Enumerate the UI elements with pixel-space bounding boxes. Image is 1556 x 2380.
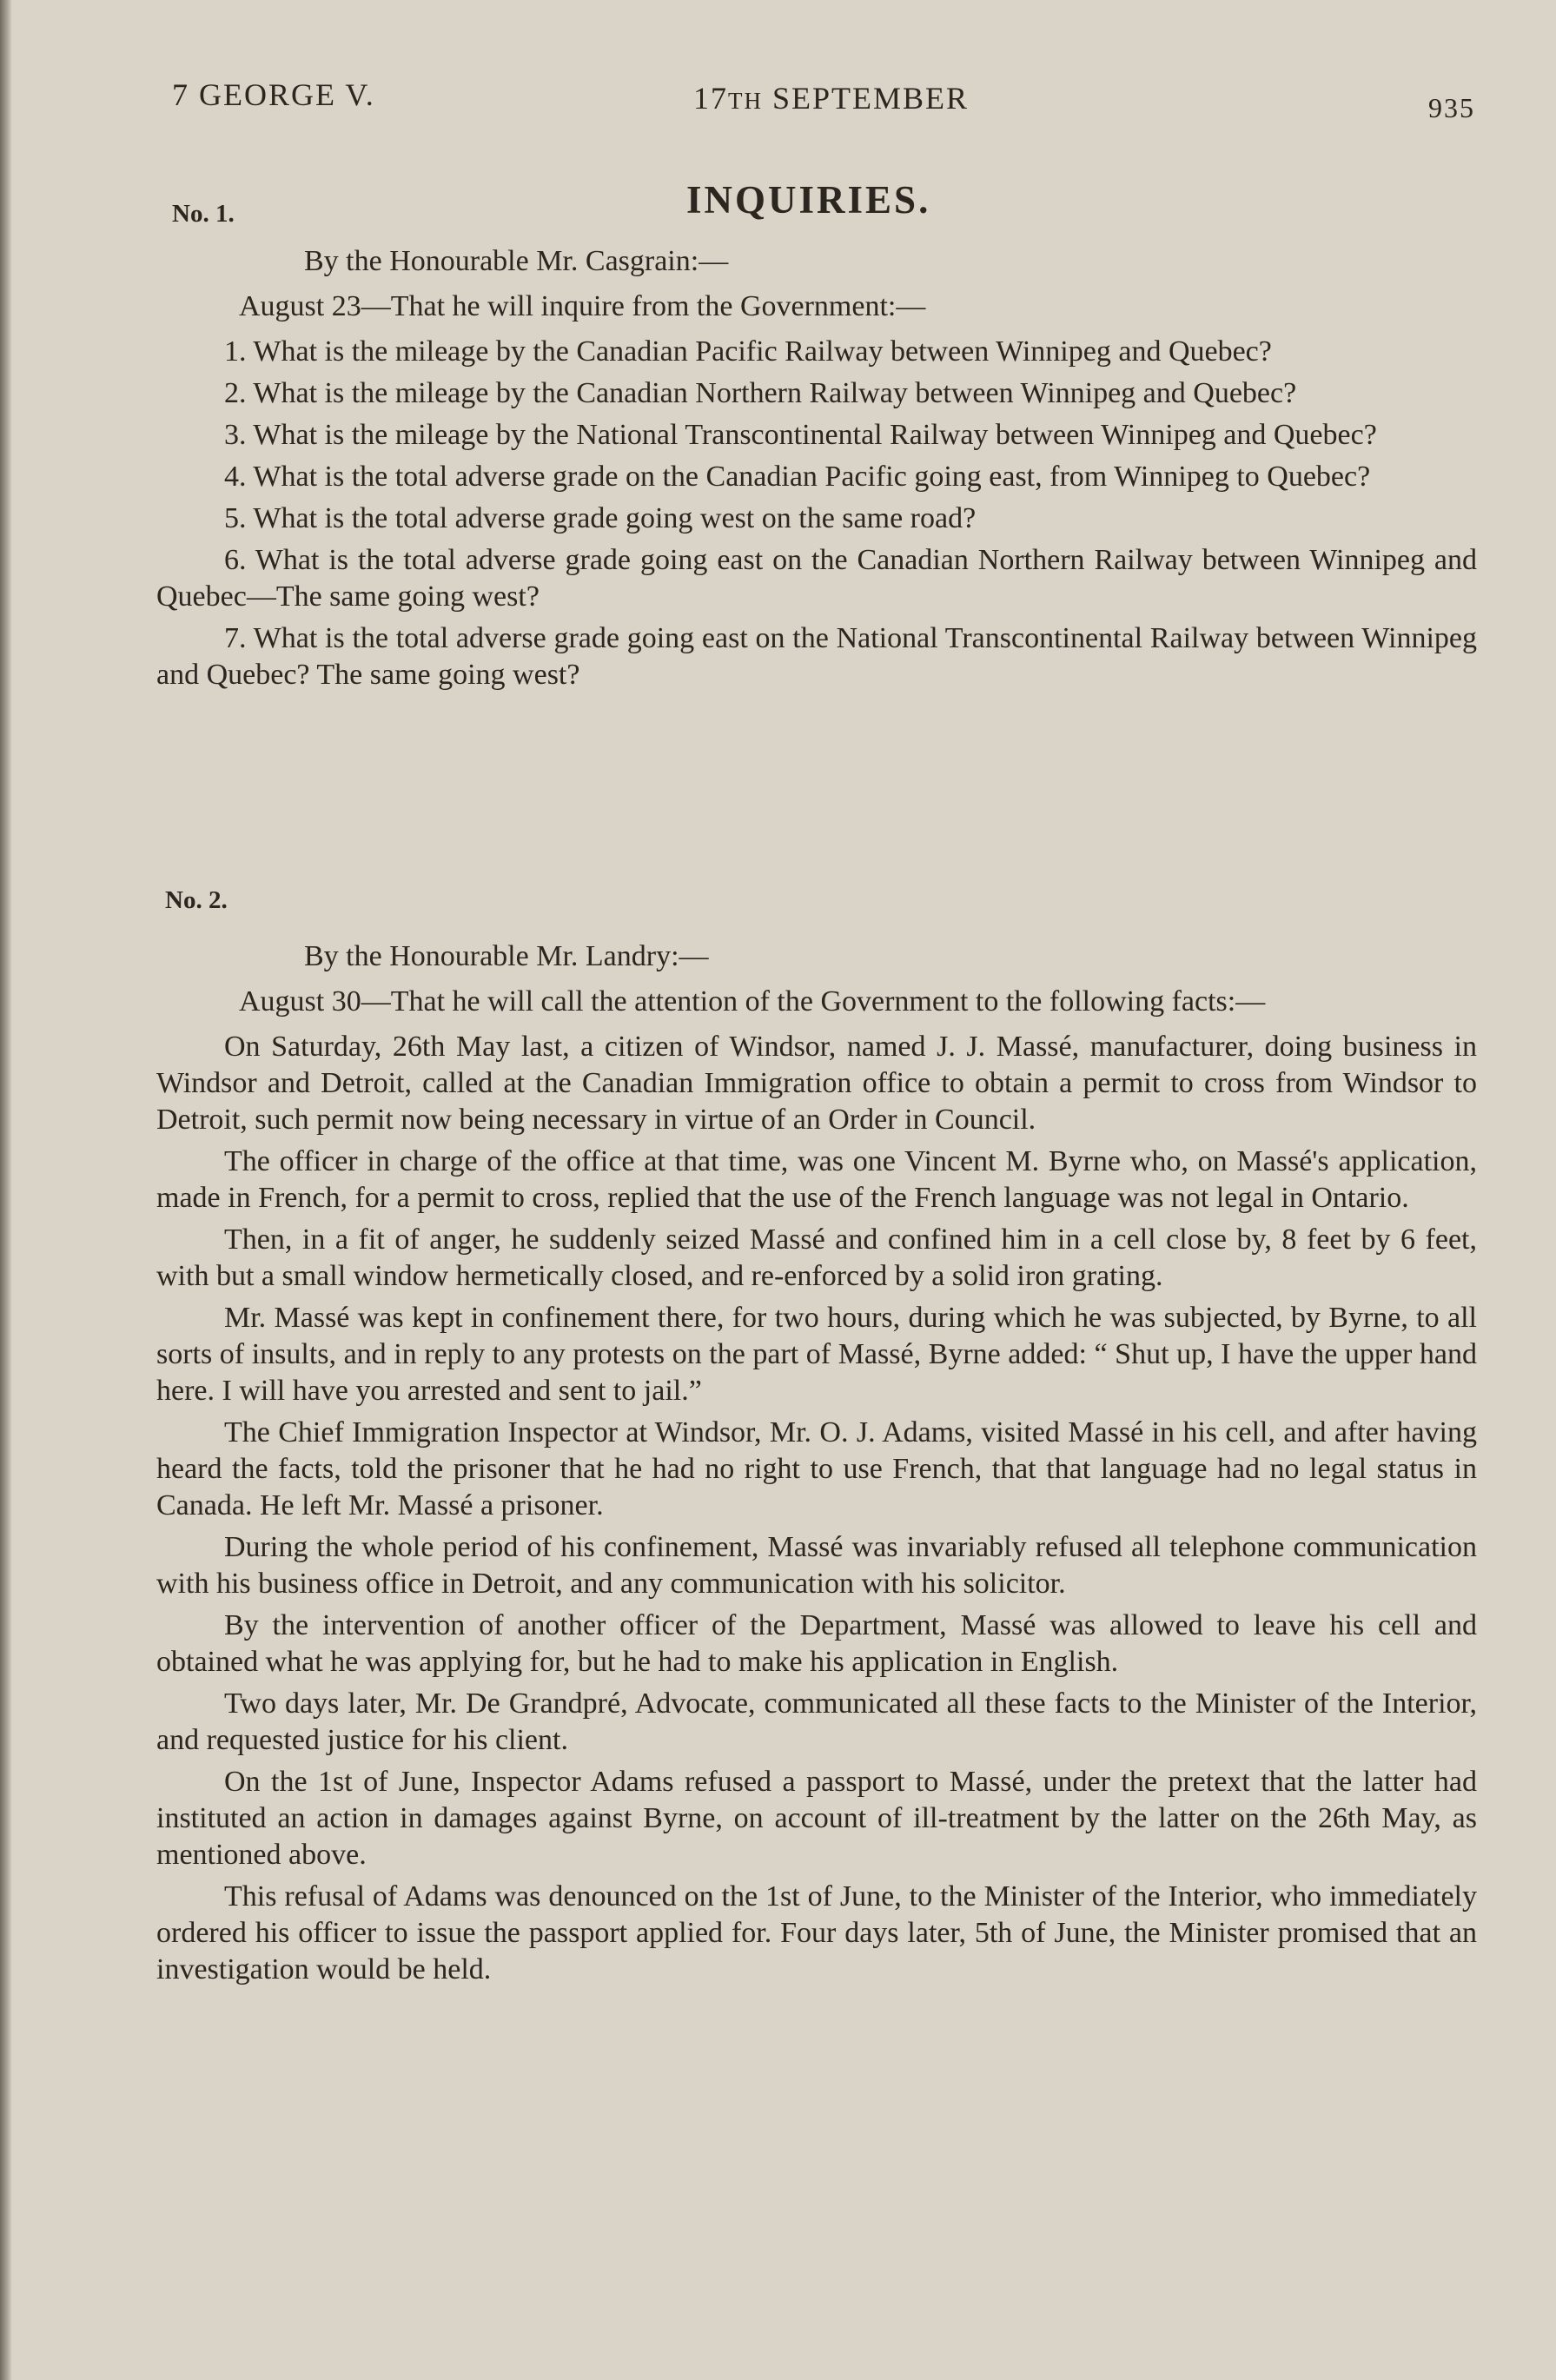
section-2-byline: By the Honourable Mr. Landry:— bbox=[304, 940, 709, 972]
question-4: 4. What is the total adverse grade on the Canadian Pacific going east, from Winnipeg to Quebec? bbox=[224, 461, 1371, 493]
question-2: 2. What is the mileage by the Canadian Northern Railway between Winnipeg and Quebec? bbox=[224, 377, 1297, 409]
header-month: SEPTEMBER bbox=[772, 81, 970, 116]
header-regnal-year: 7 GEORGE V. bbox=[172, 77, 375, 112]
paragraph-5: The Chief Immigration Inspector at Windsor, Mr. O. J. Adams, visited Massé in his cell, and after having heard the facts, told the prisoner that he had no right to use French, that that language had no legal status in Canada. He left Mr. Massé a prisoner. bbox=[156, 1416, 1477, 1521]
section-2-body bbox=[156, 886, 1477, 1993]
section-1-body bbox=[156, 243, 1477, 699]
header-day-number: 17 bbox=[693, 81, 728, 116]
paragraph-4: Mr. Massé was kept in confinement there, for two hours, during which he was subjected, by Byrne, to all sorts of insults, and in reply to any protests on the part of Massé, Byrne added: “ Shut up, I have the upper hand here. I will have you arrested and sent to jail.” bbox=[156, 1302, 1477, 1407]
section-1-number: No. 1. bbox=[172, 200, 235, 228]
page-binding-edge bbox=[0, 0, 12, 2380]
paragraph-8: Two days later, Mr. De Grandpré, Advocate, communicated all these facts to the Minister of the Interior, and requested justice for his client. bbox=[156, 1687, 1477, 1756]
paragraph-2: The officer in charge of the office at that time, was one Vincent M. Byrne who, on Massé's application, made in French, for a permit to cross, replied that the use of the French language was not legal in Ontario. bbox=[156, 1145, 1477, 1214]
running-header bbox=[172, 70, 1493, 130]
title-row bbox=[156, 165, 1477, 226]
section-1-dateline: August 23—That he will inquire from the Government:— bbox=[239, 290, 926, 322]
paragraph-7: By the intervention of another officer of the Department, Massé was allowed to leave his cell and obtained what he was applying for, but he had to make his application in English. bbox=[156, 1609, 1477, 1678]
paragraph-1: On Saturday, 26th May last, a citizen of Windsor, named J. J. Massé, manufacturer, doing business in Windsor and Detroit, called at the Canadian Immigration office to obtain a permit to cross from Windsor to Detroit, such permit now being necessary in virtue of an Order in Council. bbox=[156, 1031, 1477, 1136]
header-day-suffix: TH bbox=[728, 88, 763, 114]
paragraph-9: On the 1st of June, Inspector Adams refused a passport to Massé, under the pretext that the latter had instituted an action in damages against Byrne, on account of ill-treatment by the latter on the 26th May, as mentioned above. bbox=[156, 1766, 1477, 1871]
section-2-number: No. 2. bbox=[165, 886, 228, 914]
question-5: 5. What is the total adverse grade going west on the same road? bbox=[224, 502, 977, 534]
header-date bbox=[693, 80, 969, 116]
page-title: INQUIRIES. bbox=[686, 178, 931, 222]
section-1-byline: By the Honourable Mr. Casgrain:— bbox=[304, 245, 729, 277]
paragraph-6: During the whole period of his confinement, Massé was invariably refused all telephone communication with his business office in Detroit, and any communication with his solicitor. bbox=[156, 1531, 1477, 1600]
question-1: 1. What is the mileage by the Canadian Pacific Railway between Winnipeg and Quebec? bbox=[224, 335, 1272, 368]
page-number: 935 bbox=[1428, 92, 1475, 123]
paragraph-3: Then, in a fit of anger, he suddenly seized Massé and confined him in a cell close by, 8 feet by 6 feet, with but a small window hermetically closed, and re-enforced by a solid iron grating. bbox=[156, 1223, 1477, 1292]
paragraph-10: This refusal of Adams was denounced on the 1st of June, to the Minister of the Interior, who immediately ordered his officer to issue the passport applied for. Four days later, 5th of June, the Minister promised that an investigation would be held. bbox=[156, 1880, 1477, 1986]
question-3: 3. What is the mileage by the National Transcontinental Railway between Winnipeg and Quebec? bbox=[224, 419, 1377, 451]
question-7: 7. What is the total adverse grade going east on the National Transcontinental Railway between Winnipeg and Quebec? The same going west? bbox=[156, 622, 1477, 691]
section-2-dateline: August 30—That he will call the attention of the Government to the following facts:— bbox=[239, 985, 1266, 1018]
question-6: 6. What is the total adverse grade going east on the Canadian Northern Railway between Winnipeg and Quebec—The same going west? bbox=[156, 544, 1477, 613]
